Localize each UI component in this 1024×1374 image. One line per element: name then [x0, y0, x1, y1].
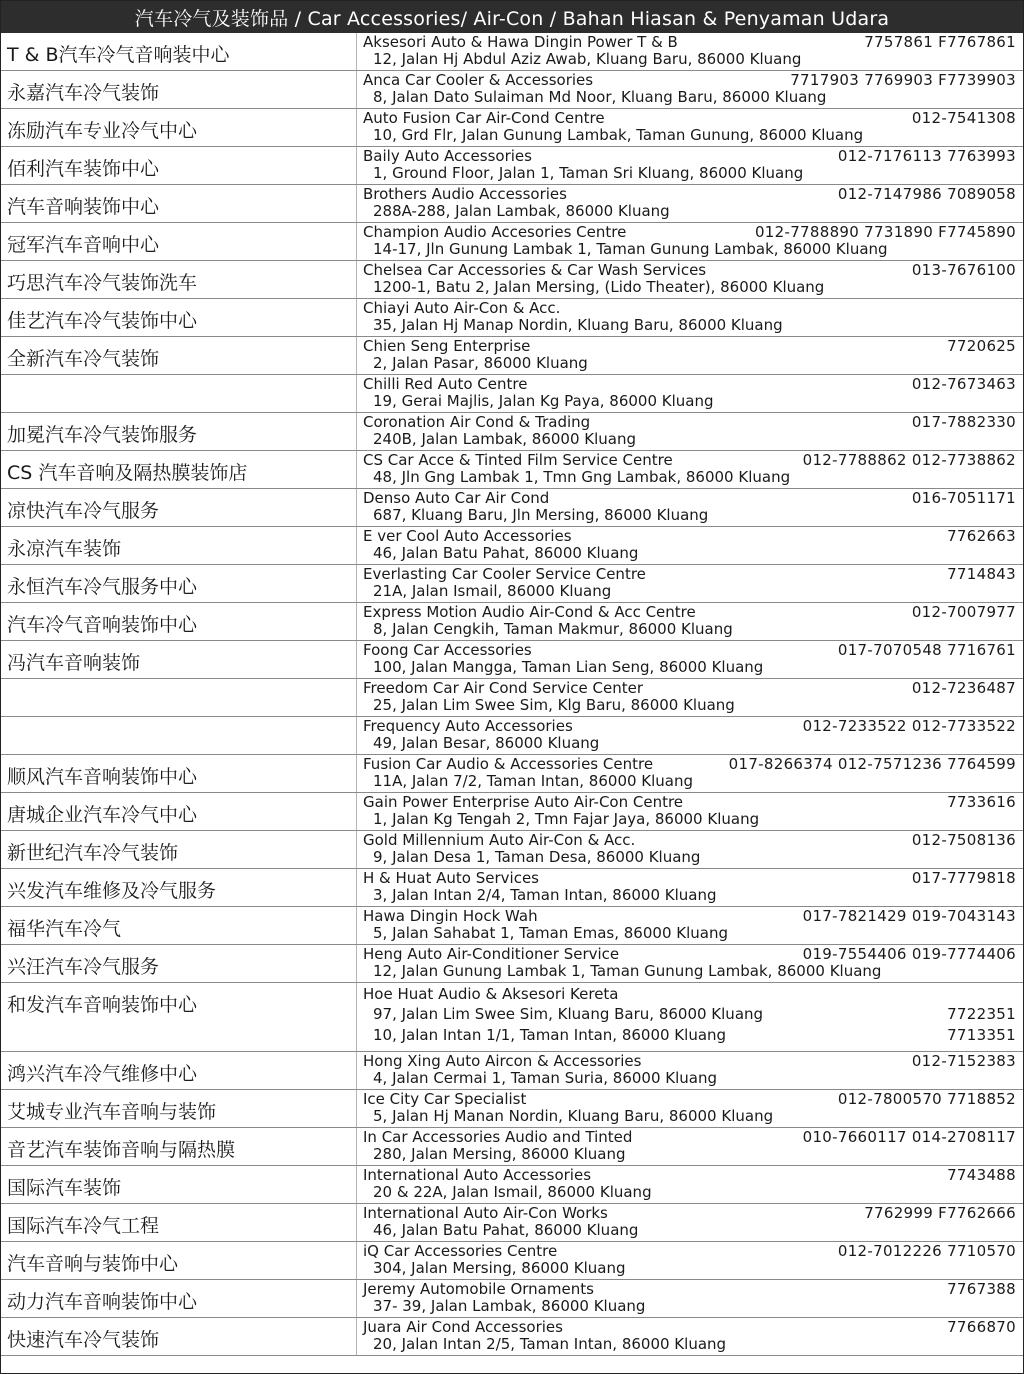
listing-phone: 7733616 [947, 793, 1016, 811]
listing-address: 304, Jalan Mersing, 86000 Kluang [373, 1259, 626, 1277]
listing-chinese-name: 巧思汽车冷气装饰洗车 [7, 272, 198, 294]
listing-business-name: Chien Seng Enterprise [363, 337, 531, 355]
listing-row [1, 527, 1023, 565]
listing-row [1, 907, 1023, 945]
column-divider [356, 717, 357, 754]
listing-row [1, 869, 1023, 907]
listing-phone: 017-8266374 012-7571236 7764599 [728, 755, 1016, 773]
listing-chinese-name: CS 汽车音响及隔热膜装饰店 [7, 462, 248, 484]
listing-row [1, 1052, 1023, 1090]
listing-business-name: Auto Fusion Car Air-Cond Centre [363, 109, 605, 127]
listing-address: 1200-1, Batu 2, Jalan Mersing, (Lido Theater), 86000 Kluang [373, 278, 825, 296]
listing-business-name: Gold Millennium Auto Air-Con & Acc. [363, 831, 636, 849]
listing-business-name: H & Huat Auto Services [363, 869, 539, 887]
listing-business-name: Freedom Car Air Cond Service Center [363, 679, 644, 697]
listing-row [1, 641, 1023, 679]
listing-phone: 012-7800570 7718852 [837, 1090, 1016, 1108]
listing-address: 3, Jalan Intan 2/4, Taman Intan, 86000 Kluang [373, 886, 717, 904]
listing-business-name: Fusion Car Audio & Accessories Centre [363, 755, 654, 773]
listing-chinese-name: 冯汽车音响装饰 [7, 652, 141, 674]
listing-chinese-name: 全新汽车冷气装饰 [7, 348, 160, 370]
listing-business-name: International Auto Air-Con Works [363, 1204, 608, 1222]
listing-chinese-name: 汽车音响装饰中心 [7, 196, 160, 218]
listing-chinese-name: 加冕汽车冷气装饰服务 [7, 424, 198, 446]
listing-phone: 012-7152383 [911, 1052, 1016, 1070]
listing-chinese-name: 永凉汽车装饰 [7, 538, 122, 560]
listing-address: 11A, Jalan 7/2, Taman Intan, 86000 Kluang [373, 772, 694, 790]
listing-phone: 010-7660117 014-2708117 [802, 1128, 1016, 1146]
listing-address: 49, Jalan Besar, 86000 Kluang [373, 734, 600, 752]
column-divider [356, 1166, 357, 1203]
listing-business-name: Coronation Air Cond & Trading [363, 413, 591, 431]
listing-chinese-name: 国际汽车冷气工程 [7, 1215, 160, 1237]
listing-business-name: Jeremy Automobile Ornaments [363, 1280, 594, 1298]
column-divider [356, 299, 357, 336]
listing-row [1, 679, 1023, 717]
listing-address: 46, Jalan Batu Pahat, 86000 Kluang [373, 544, 639, 562]
listing-business-name: Gain Power Enterprise Auto Air-Con Centre [363, 793, 684, 811]
column-divider [356, 565, 357, 602]
listing-row [1, 1280, 1023, 1318]
listing-address: 4, Jalan Cermai 1, Taman Suria, 86000 Kluang [373, 1069, 718, 1087]
listing-chinese-name: 国际汽车装饰 [7, 1177, 122, 1199]
listing-row [1, 413, 1023, 451]
listing-phone: 7762999 F7762666 [864, 1204, 1016, 1222]
listing-phone: 7714843 [947, 565, 1016, 583]
listing-address: 288A-288, Jalan Lambak, 86000 Kluang [373, 202, 670, 220]
column-divider [356, 527, 357, 564]
listing-business-name: Express Motion Audio Air-Cond & Acc Centre [363, 603, 696, 621]
listing-row [1, 185, 1023, 223]
listing-address: 9, Jalan Desa 1, Taman Desa, 86000 Kluang [373, 848, 701, 866]
column-divider [356, 33, 357, 70]
listing-business-name: Ice City Car Specialist [363, 1090, 527, 1108]
listing-chinese-name: 佰利汽车装饰中心 [7, 158, 160, 180]
column-divider [356, 375, 357, 412]
listing-chinese-name: 佳艺汽车冷气装饰中心 [7, 310, 198, 332]
column-divider [356, 1090, 357, 1127]
listing-chinese-name: 兴汪汽车冷气服务 [7, 956, 160, 978]
listing-business-name: Denso Auto Car Air Cond [363, 489, 550, 507]
listing-row [1, 945, 1023, 983]
listing-business-name: International Auto Accessories [363, 1166, 592, 1184]
section-header [1, 1, 1023, 33]
listing-phone: 012-7147986 7089058 [837, 185, 1016, 203]
listing-row [1, 261, 1023, 299]
listing-business-name: Hoe Huat Audio & Aksesori Kereta [363, 985, 619, 1003]
listing-address-secondary: 10, Jalan Intan 1/1, Taman Intan, 86000 Kluang [373, 1026, 727, 1044]
listing-address: 1, Ground Floor, Jalan 1, Taman Sri Kluang, 86000 Kluang [373, 164, 804, 182]
listing-business-name: Brothers Audio Accessories [363, 185, 567, 203]
listing-chinese-name: 顺风汽车音响装饰中心 [7, 766, 198, 788]
listing-business-name: Aksesori Auto & Hawa Dingin Power T & B [363, 33, 678, 51]
listing-phone: 017-7779818 [911, 869, 1016, 887]
listing-chinese-name: 鸿兴汽车冷气维修中心 [7, 1063, 198, 1085]
column-divider [356, 223, 357, 260]
column-divider [356, 1242, 357, 1279]
listing-row [1, 299, 1023, 337]
listing-address: 5, Jalan Sahabat 1, Taman Emas, 86000 Kluang [373, 924, 728, 942]
listing-phone: 012-7788890 7731890 F7745890 [754, 223, 1016, 241]
listing-chinese-name: T & B汽车冷气音响装中心 [7, 44, 230, 66]
listing-row [1, 1204, 1023, 1242]
column-divider [356, 603, 357, 640]
column-divider [356, 337, 357, 374]
listing-row [1, 1090, 1023, 1128]
listing-phone: 012-7176113 7763993 [837, 147, 1016, 165]
listing-phone: 7722351 [947, 1005, 1016, 1023]
listing-business-name: In Car Accessories Audio and Tinted [363, 1128, 633, 1146]
listing-phone-secondary: 7713351 [947, 1026, 1016, 1044]
column-divider [356, 489, 357, 526]
listing-chinese-name: 汽车音响与装饰中心 [7, 1253, 179, 1275]
column-divider [356, 831, 357, 868]
listing-business-name: Hong Xing Auto Aircon & Accessories [363, 1052, 642, 1070]
listing-phone: 017-7070548 7716761 [837, 641, 1016, 659]
column-divider [356, 869, 357, 906]
column-divider [356, 413, 357, 450]
listing-business-name: Foong Car Accessories [363, 641, 532, 659]
listing-business-name: Champion Audio Accesories Centre [363, 223, 627, 241]
listing-phone: 7766870 [947, 1318, 1016, 1336]
listing-address: 14-17, Jln Gunung Lambak 1, Taman Gunung Lambak, 86000 Kluang [373, 240, 888, 258]
listing-row [1, 451, 1023, 489]
listing-address: 12, Jalan Hj Abdul Aziz Awab, Kluang Baru, 86000 Kluang [373, 50, 802, 68]
column-divider [356, 641, 357, 678]
listing-row [1, 603, 1023, 641]
listing-chinese-name: 动力汽车音响装饰中心 [7, 1291, 198, 1313]
listing-row [1, 337, 1023, 375]
listing-chinese-name: 福华汽车冷气 [7, 918, 122, 940]
listing-row [1, 33, 1023, 71]
listing-row [1, 717, 1023, 755]
listing-chinese-name: 永恒汽车冷气服务中心 [7, 576, 198, 598]
listing-row [1, 831, 1023, 869]
listing-address: 2, Jalan Pasar, 86000 Kluang [373, 354, 588, 372]
listing-business-name: Frequency Auto Accessories [363, 717, 573, 735]
listing-address: 21A, Jalan Ismail, 86000 Kluang [373, 582, 612, 600]
listing-phone: 7720625 [947, 337, 1016, 355]
column-divider [356, 1128, 357, 1165]
listing-business-name: Juara Air Cond Accessories [363, 1318, 563, 1336]
listing-row [1, 71, 1023, 109]
listing-business-name: Chilli Red Auto Centre [363, 375, 528, 393]
listing-chinese-name: 冠军汽车音响中心 [7, 234, 160, 256]
listing-address: 8, Jalan Cengkih, Taman Makmur, 86000 Kluang [373, 620, 733, 638]
listing-phone: 012-7541308 [911, 109, 1016, 127]
listing-chinese-name: 凉快汽车冷气服务 [7, 500, 160, 522]
listing-phone: 012-7508136 [911, 831, 1016, 849]
column-divider [356, 71, 357, 108]
column-divider [356, 185, 357, 222]
listing-row [1, 755, 1023, 793]
listing-address: 687, Kluang Baru, Jln Mersing, 86000 Kluang [373, 506, 709, 524]
listing-chinese-name: 艾城专业汽车音响与装饰 [7, 1101, 217, 1123]
column-divider [356, 793, 357, 830]
listing-row [1, 375, 1023, 413]
listing-business-name: Chiayi Auto Air-Con & Acc. [363, 299, 561, 317]
listing-address: 20 & 22A, Jalan Ismail, 86000 Kluang [373, 1183, 652, 1201]
listing-row [1, 223, 1023, 261]
listing-business-name: iQ Car Accessories Centre [363, 1242, 558, 1260]
listing-phone: 012-7788862 012-7738862 [802, 451, 1016, 469]
listing-phone: 017-7882330 [911, 413, 1016, 431]
listing-address: 280, Jalan Mersing, 86000 Kluang [373, 1145, 626, 1163]
listing-phone: 017-7821429 019-7043143 [802, 907, 1016, 925]
listing-address: 5, Jalan Hj Manan Nordin, Kluang Baru, 86000 Kluang [373, 1107, 774, 1125]
listing-row [1, 489, 1023, 527]
listing-business-name: CS Car Acce & Tinted Film Service Centre [363, 451, 673, 469]
column-divider [356, 1052, 357, 1089]
listing-chinese-name: 汽车冷气音响装饰中心 [7, 614, 198, 636]
listing-address: 100, Jalan Mangga, Taman Lian Seng, 86000 Kluang [373, 658, 764, 676]
listing-address: 8, Jalan Dato Sulaiman Md Noor, Kluang Baru, 86000 Kluang [373, 88, 827, 106]
listing-row [1, 983, 1023, 1052]
listing-row [1, 147, 1023, 185]
listing-address: 46, Jalan Batu Pahat, 86000 Kluang [373, 1221, 639, 1239]
listing-phone: 012-7233522 012-7733522 [802, 717, 1016, 735]
column-divider [356, 1318, 357, 1355]
listing-address: 97, Jalan Lim Swee Sim, Kluang Baru, 86000 Kluang [373, 1005, 764, 1023]
listing-address: 20, Jalan Intan 2/5, Taman Intan, 86000 Kluang [373, 1335, 727, 1353]
listing-address: 37- 39, Jalan Lambak, 86000 Kluang [373, 1297, 646, 1315]
listing-row [1, 1318, 1023, 1356]
listing-row [1, 1128, 1023, 1166]
listing-chinese-name: 兴发汽车维修及冷气服务 [7, 880, 217, 902]
listing-chinese-name: 快速汽车冷气装饰 [7, 1329, 160, 1351]
listing-chinese-name: 冻励汽车专业冷气中心 [7, 120, 198, 142]
section-title: 汽车冷气及装饰品 / Car Accessories/ Air-Con / Bahan Hiasan & Penyaman Udara [134, 7, 890, 30]
listing-business-name: Hawa Dingin Hock Wah [363, 907, 538, 925]
listing-phone: 012-7007977 [911, 603, 1016, 621]
listing-business-name: Anca Car Cooler & Accessories [363, 71, 594, 89]
listing-business-name: Heng Auto Air-Conditioner Service [363, 945, 620, 963]
listing-phone: 012-7673463 [911, 375, 1016, 393]
listing-row [1, 565, 1023, 603]
listing-chinese-name: 唐城企业汽车冷气中心 [7, 804, 198, 826]
listing-business-name: Baily Auto Accessories [363, 147, 532, 165]
column-divider [356, 983, 357, 1051]
listing-row [1, 793, 1023, 831]
listing-row [1, 1166, 1023, 1204]
listing-phone: 7743488 [947, 1166, 1016, 1184]
listing-address: 19, Gerai Majlis, Jalan Kg Paya, 86000 Kluang [373, 392, 714, 410]
listing-address: 35, Jalan Hj Manap Nordin, Kluang Baru, 86000 Kluang [373, 316, 783, 334]
listing-business-name: Everlasting Car Cooler Service Centre [363, 565, 646, 583]
listing-table [1, 33, 1023, 1356]
listing-phone: 016-7051171 [911, 489, 1016, 507]
listing-phone: 012-7012226 7710570 [837, 1242, 1016, 1260]
listing-address: 48, Jln Gng Lambak 1, Tmn Gng Lambak, 86000 Kluang [373, 468, 791, 486]
listing-address: 1, Jalan Kg Tengah 2, Tmn Fajar Jaya, 86000 Kluang [373, 810, 760, 828]
column-divider [356, 755, 357, 792]
listing-phone: 7767388 [947, 1280, 1016, 1298]
listing-address: 10, Grd Flr, Jalan Gunung Lambak, Taman Gunung, 86000 Kluang [373, 126, 864, 144]
listing-address: 25, Jalan Lim Swee Sim, Klg Baru, 86000 Kluang [373, 696, 735, 714]
column-divider [356, 907, 357, 944]
column-divider [356, 451, 357, 488]
listing-phone: 013-7676100 [911, 261, 1016, 279]
listing-row [1, 1242, 1023, 1280]
listing-phone: 012-7236487 [911, 679, 1016, 697]
listing-address: 12, Jalan Gunung Lambak 1, Taman Gunung Lambak, 86000 Kluang [373, 962, 882, 980]
column-divider [356, 1204, 357, 1241]
column-divider [356, 945, 357, 982]
column-divider [356, 261, 357, 298]
listing-chinese-name: 和发汽车音响装饰中心 [7, 994, 198, 1016]
column-divider [356, 1280, 357, 1317]
listing-business-name: E ver Cool Auto Accessories [363, 527, 572, 545]
listing-address: 240B, Jalan Lambak, 86000 Kluang [373, 430, 637, 448]
listing-phone: 019-7554406 019-7774406 [802, 945, 1016, 963]
listing-business-name: Chelsea Car Accessories & Car Wash Services [363, 261, 707, 279]
column-divider [356, 679, 357, 716]
listing-phone: 7762663 [947, 527, 1016, 545]
column-divider [356, 147, 357, 184]
listing-chinese-name: 永嘉汽车冷气装饰 [7, 82, 160, 104]
listing-phone: 7757861 F7767861 [864, 33, 1016, 51]
listing-row [1, 109, 1023, 147]
listing-phone: 7717903 7769903 F7739903 [790, 71, 1016, 89]
listing-chinese-name: 音艺汽车装饰音响与隔热膜 [7, 1139, 236, 1161]
listing-chinese-name: 新世纪汽车冷气装饰 [7, 842, 179, 864]
column-divider [356, 109, 357, 146]
